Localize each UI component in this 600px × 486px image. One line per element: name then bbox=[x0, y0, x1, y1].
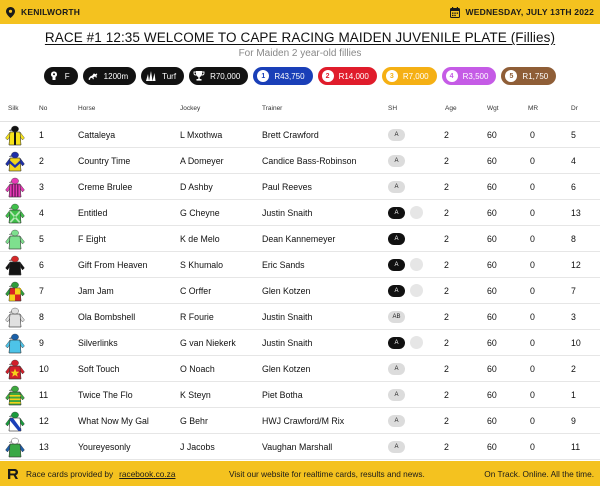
trainer-name: Paul Reeves bbox=[262, 181, 312, 192]
runner-age: 2 bbox=[444, 285, 449, 296]
race-date: WEDNESDAY, JULY 13TH 2022 bbox=[465, 7, 594, 17]
runner-age: 2 bbox=[444, 155, 449, 166]
col-header-trainer: Trainer bbox=[262, 105, 283, 112]
sh-badge: A bbox=[388, 441, 405, 453]
jockey-name: A Domeyer bbox=[180, 155, 224, 166]
sh-cell bbox=[388, 336, 423, 349]
jockey-name: G Behr bbox=[180, 415, 208, 426]
runner-draw: 12 bbox=[571, 259, 581, 270]
jockey-name: L Mxothwa bbox=[180, 129, 223, 140]
runner-merit-rating: 0 bbox=[530, 363, 535, 374]
runner-draw: 2 bbox=[571, 363, 576, 374]
sh-badge: A bbox=[388, 207, 405, 219]
runner-merit-rating: 0 bbox=[530, 285, 535, 296]
racebook-logo-icon bbox=[6, 467, 20, 481]
runner-age: 2 bbox=[444, 415, 449, 426]
prize-pill-2: 2 R14,000 bbox=[318, 67, 377, 85]
horse-name[interactable]: Country Time bbox=[78, 155, 131, 166]
horse-name[interactable]: Silverlinks bbox=[78, 337, 118, 348]
sh-cell bbox=[388, 363, 405, 375]
jockey-name: J Jacobs bbox=[180, 441, 215, 452]
jockey-silk-icon bbox=[4, 150, 26, 172]
runner-merit-rating: 0 bbox=[530, 207, 535, 218]
table-row[interactable] bbox=[0, 200, 600, 226]
gender-pill: F bbox=[44, 67, 78, 85]
runner-draw: 7 bbox=[571, 285, 576, 296]
runner-merit-rating: 0 bbox=[530, 311, 535, 322]
runner-weight: 60 bbox=[487, 441, 497, 452]
runner-number: 1 bbox=[39, 129, 44, 140]
trainer-name: Dean Kannemeyer bbox=[262, 233, 336, 244]
jockey-silk-icon bbox=[4, 384, 26, 406]
distance-icon bbox=[87, 70, 99, 82]
table-row[interactable] bbox=[0, 330, 600, 356]
table-row[interactable] bbox=[0, 278, 600, 304]
trainer-name: Candice Bass-Robinson bbox=[262, 155, 357, 166]
sh-cell bbox=[388, 441, 405, 453]
sh-cell bbox=[388, 389, 405, 401]
table-row[interactable] bbox=[0, 382, 600, 408]
table-row[interactable] bbox=[0, 122, 600, 148]
horse-name[interactable]: Creme Brulee bbox=[78, 181, 133, 192]
sh-badge: A bbox=[388, 389, 405, 401]
table-row[interactable] bbox=[0, 226, 600, 252]
runner-draw: 6 bbox=[571, 181, 576, 192]
runner-weight: 60 bbox=[487, 337, 497, 348]
horse-name[interactable]: Gift From Heaven bbox=[78, 259, 148, 270]
table-row[interactable] bbox=[0, 174, 600, 200]
runner-weight: 60 bbox=[487, 129, 497, 140]
runner-merit-rating: 0 bbox=[530, 337, 535, 348]
jockey-silk-icon bbox=[4, 410, 26, 432]
horse-name[interactable]: Entitled bbox=[78, 207, 108, 218]
horse-name[interactable]: Cattaleya bbox=[78, 129, 116, 140]
gender-icon bbox=[48, 70, 60, 82]
jockey-name: S Khumalo bbox=[180, 259, 224, 270]
runner-weight: 60 bbox=[487, 259, 497, 270]
sh-extra-badge bbox=[410, 258, 423, 271]
sh-cell bbox=[388, 284, 423, 297]
jockey-silk-icon bbox=[4, 436, 26, 458]
jockey-silk-icon bbox=[4, 124, 26, 146]
prize-pill-1: 1 R43,750 bbox=[253, 67, 312, 85]
footer-credit bbox=[6, 467, 175, 481]
horse-name[interactable]: What Now My Gal bbox=[78, 415, 149, 426]
table-row[interactable] bbox=[0, 408, 600, 434]
runner-draw: 4 bbox=[571, 155, 576, 166]
sh-badge: A bbox=[388, 259, 405, 271]
runner-age: 2 bbox=[444, 363, 449, 374]
sh-badge: A bbox=[388, 129, 405, 141]
runner-weight: 60 bbox=[487, 311, 497, 322]
runner-draw: 13 bbox=[571, 207, 581, 218]
runner-merit-rating: 0 bbox=[530, 259, 535, 270]
runner-number: 12 bbox=[39, 415, 49, 426]
horse-name[interactable]: Youreyesonly bbox=[78, 441, 131, 452]
jockey-silk-icon bbox=[4, 202, 26, 224]
horse-name[interactable]: Ola Bombshell bbox=[78, 311, 136, 322]
sh-badge: A bbox=[388, 285, 405, 297]
jockey-name: O Noach bbox=[180, 363, 215, 374]
runner-number: 6 bbox=[39, 259, 44, 270]
prize-pill-4: 4 R3,500 bbox=[442, 67, 497, 85]
table-row[interactable] bbox=[0, 356, 600, 382]
runner-age: 2 bbox=[444, 181, 449, 192]
runner-number: 11 bbox=[39, 389, 49, 400]
venue-name: KENILWORTH bbox=[21, 7, 81, 17]
sh-cell bbox=[388, 233, 405, 245]
footer-message: Visit our website for realtime cards, results and news. bbox=[229, 468, 425, 479]
horse-name[interactable]: Jam Jam bbox=[78, 285, 114, 296]
runner-number: 4 bbox=[39, 207, 44, 218]
trainer-name: Justin Snaith bbox=[262, 311, 313, 322]
trainer-name: Brett Crawford bbox=[262, 129, 319, 140]
col-header-horse: Horse bbox=[78, 105, 96, 112]
runner-age: 2 bbox=[444, 259, 449, 270]
runner-weight: 60 bbox=[487, 181, 497, 192]
runner-draw: 5 bbox=[571, 129, 576, 140]
runner-age: 2 bbox=[444, 389, 449, 400]
runner-merit-rating: 0 bbox=[530, 441, 535, 452]
footer-tagline: On Track. Online. All the time. bbox=[484, 468, 594, 479]
table-row[interactable] bbox=[0, 434, 600, 460]
runner-weight: 60 bbox=[487, 207, 497, 218]
sh-cell bbox=[388, 258, 423, 271]
runner-merit-rating: 0 bbox=[530, 389, 535, 400]
jockey-name: K Steyn bbox=[180, 389, 211, 400]
runner-age: 2 bbox=[444, 441, 449, 452]
trophy-icon bbox=[193, 70, 205, 82]
surface-pill: Turf bbox=[141, 67, 184, 85]
jockey-name: G Cheyne bbox=[180, 207, 220, 218]
footer-credit-text: Race cards provided by bbox=[26, 468, 114, 479]
trainer-name: Eric Sands bbox=[262, 259, 305, 270]
jockey-silk-icon bbox=[4, 176, 26, 198]
runner-merit-rating: 0 bbox=[530, 233, 535, 244]
trainer-name: HWJ Crawford/M Rix bbox=[262, 415, 345, 426]
sh-badge: A bbox=[388, 233, 405, 245]
runner-merit-rating: 0 bbox=[530, 415, 535, 426]
sh-cell bbox=[388, 155, 405, 167]
horse-name[interactable]: Twice The Flo bbox=[78, 389, 133, 400]
jockey-name: D Ashby bbox=[180, 181, 213, 192]
sh-badge: A bbox=[388, 181, 405, 193]
runner-weight: 60 bbox=[487, 155, 497, 166]
runner-merit-rating: 0 bbox=[530, 129, 535, 140]
runner-number: 2 bbox=[39, 155, 44, 166]
prize-pill-3: 3 R7,000 bbox=[382, 67, 437, 85]
table-row[interactable] bbox=[0, 304, 600, 330]
runner-age: 2 bbox=[444, 233, 449, 244]
jockey-silk-icon bbox=[4, 332, 26, 354]
runner-number: 7 bbox=[39, 285, 44, 296]
runner-number: 13 bbox=[39, 441, 49, 452]
runner-weight: 60 bbox=[487, 233, 497, 244]
runner-age: 2 bbox=[444, 207, 449, 218]
turf-icon bbox=[145, 70, 157, 82]
race-card-table bbox=[0, 96, 600, 460]
runner-weight: 60 bbox=[487, 285, 497, 296]
runner-age: 2 bbox=[444, 129, 449, 140]
table-row[interactable] bbox=[0, 252, 600, 278]
sh-badge: A bbox=[388, 415, 405, 427]
purse-pill: R70,000 bbox=[189, 67, 248, 85]
trainer-name: Justin Snaith bbox=[262, 337, 313, 348]
trainer-name: Glen Kotzen bbox=[262, 285, 311, 296]
sh-extra-badge bbox=[410, 206, 423, 219]
runner-merit-rating: 0 bbox=[530, 155, 535, 166]
trainer-name: Piet Botha bbox=[262, 389, 303, 400]
trainer-name: Glen Kotzen bbox=[262, 363, 311, 374]
jockey-name: G van Niekerk bbox=[180, 337, 236, 348]
sh-extra-badge bbox=[410, 336, 423, 349]
runner-number: 3 bbox=[39, 181, 44, 192]
race-info-pills bbox=[0, 67, 600, 85]
sh-extra-badge bbox=[410, 284, 423, 297]
runner-weight: 60 bbox=[487, 389, 497, 400]
top-bar bbox=[0, 0, 600, 24]
runner-age: 2 bbox=[444, 337, 449, 348]
col-header-dr: Dr bbox=[571, 105, 578, 112]
col-header-wgt: Wgt bbox=[487, 105, 499, 112]
location-pin-icon bbox=[6, 7, 15, 18]
trainer-name: Vaughan Marshall bbox=[262, 441, 333, 452]
runner-age: 2 bbox=[444, 311, 449, 322]
sh-badge: A bbox=[388, 363, 405, 375]
jockey-silk-icon bbox=[4, 228, 26, 250]
calendar-icon bbox=[450, 7, 460, 18]
col-header-sh: SH bbox=[388, 105, 398, 112]
sh-badge: AB bbox=[388, 311, 405, 323]
sh-cell bbox=[388, 181, 405, 193]
footer-bar bbox=[0, 461, 600, 486]
sh-badge: A bbox=[388, 337, 405, 349]
sh-cell bbox=[388, 129, 405, 141]
col-header-jockey: Jockey bbox=[180, 105, 201, 112]
distance-pill: 1200m bbox=[83, 67, 136, 85]
runner-draw: 8 bbox=[571, 233, 576, 244]
jockey-name: C Orffer bbox=[180, 285, 212, 296]
race-subtitle: For Maiden 2 year-old fillies bbox=[238, 48, 362, 59]
runner-number: 5 bbox=[39, 233, 44, 244]
date-block bbox=[450, 7, 594, 18]
table-body bbox=[0, 122, 600, 460]
runner-draw: 3 bbox=[571, 311, 576, 322]
jockey-silk-icon bbox=[4, 358, 26, 380]
runner-draw: 10 bbox=[571, 337, 581, 348]
col-header-mr: MR bbox=[528, 105, 539, 112]
trainer-name: Justin Snaith bbox=[262, 207, 313, 218]
table-header bbox=[0, 96, 600, 122]
runner-draw: 1 bbox=[571, 389, 576, 400]
prize-pill-5: 5 R1,750 bbox=[501, 67, 556, 85]
runner-weight: 60 bbox=[487, 415, 497, 426]
racebook-link[interactable]: racebook.co.za bbox=[119, 468, 176, 479]
runner-number: 10 bbox=[39, 363, 49, 374]
horse-name[interactable]: F Eight bbox=[78, 233, 106, 244]
table-row[interactable] bbox=[0, 148, 600, 174]
venue-block bbox=[6, 7, 80, 18]
runner-number: 8 bbox=[39, 311, 44, 322]
runner-merit-rating: 0 bbox=[530, 181, 535, 192]
race-title: RACE #1 12:35 WELCOME TO CAPE RACING MAIDEN JUVENILE PLATE (Fillies) bbox=[44, 30, 556, 45]
col-header-no: No bbox=[39, 105, 48, 112]
sh-badge: A bbox=[388, 155, 405, 167]
sh-cell bbox=[388, 206, 423, 219]
runner-draw: 9 bbox=[571, 415, 576, 426]
jockey-name: R Fourie bbox=[180, 311, 214, 322]
horse-name[interactable]: Soft Touch bbox=[78, 363, 120, 374]
sh-cell bbox=[388, 311, 405, 323]
race-header bbox=[0, 30, 600, 59]
runner-draw: 11 bbox=[571, 441, 581, 452]
sh-cell bbox=[388, 415, 405, 427]
col-header-silk: Silk bbox=[8, 105, 19, 112]
jockey-silk-icon bbox=[4, 280, 26, 302]
jockey-silk-icon bbox=[4, 306, 26, 328]
jockey-silk-icon bbox=[4, 254, 26, 276]
runner-weight: 60 bbox=[487, 363, 497, 374]
jockey-name: K de Melo bbox=[180, 233, 220, 244]
col-header-age: Age bbox=[445, 105, 457, 112]
runner-number: 9 bbox=[39, 337, 44, 348]
